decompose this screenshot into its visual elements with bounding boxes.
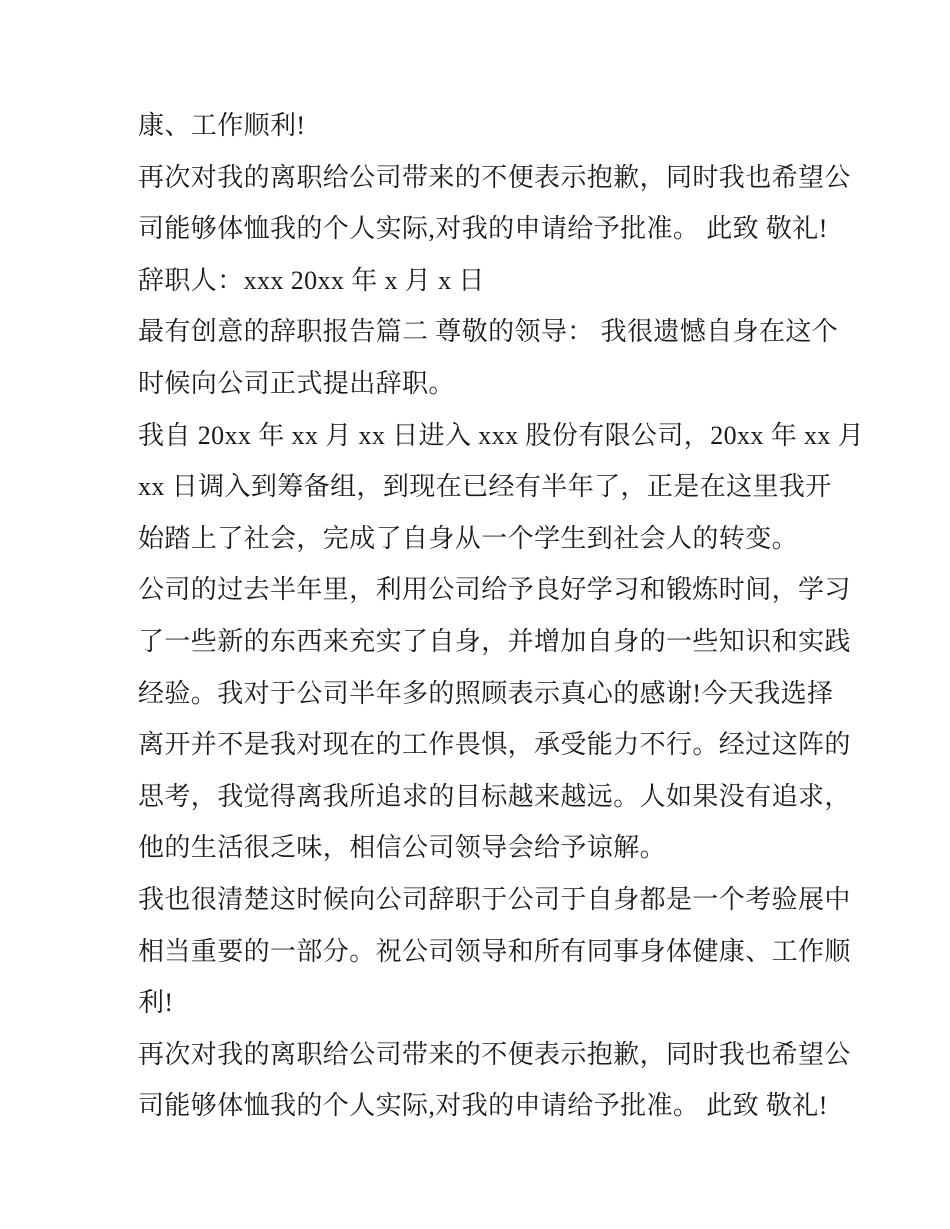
- text-line: 辞职人：xxx 20xx 年 x 月 x 日: [138, 265, 485, 295]
- text-line: 经验。我对于公司半年多的照顾表示真心的感谢!今天我选择: [138, 678, 834, 708]
- text-line: 最有创意的辞职报告篇二 尊敬的领导： 我很遗憾自身在这个: [138, 317, 839, 347]
- text-line: 我自 20xx 年 xx 月 xx 日进入 xxx 股份有限公司，20xx 年 xx 月: [138, 420, 865, 450]
- text-line: 他的生活很乏味，相信公司领导会给予谅解。: [138, 833, 667, 863]
- text-line: 利!: [138, 988, 174, 1018]
- text-line: 司能够体恤我的个人实际,对我的申请给予批准。 此致 敬礼!: [138, 214, 828, 244]
- text-line: 康、工作顺利!: [138, 111, 306, 140]
- document-text: [138, 100, 865, 1132]
- text-line: 司能够体恤我的个人实际,对我的申请给予批准。 此致 敬礼!: [138, 1091, 828, 1121]
- text-line: 我也很清楚这时候向公司辞职于公司于自身都是一个考验展中: [138, 884, 851, 914]
- text-line: 了一些新的东西来充实了自身，并增加自身的一些知识和实践: [138, 626, 851, 656]
- text-line: 时候向公司正式提出辞职。: [138, 368, 455, 398]
- text-line: 始踏上了社会，完成了自身从一个学生到社会人的转变。: [138, 523, 799, 553]
- text-line: 再次对我的离职给公司带来的不便表示抱歉，同时我也希望公: [138, 1039, 851, 1069]
- text-line: xx 日调入到筹备组，到现在已经有半年了，正是在这里我开: [138, 472, 832, 502]
- text-line: 思考，我觉得离我所追求的目标越来越远。人如果没有追求，: [138, 781, 851, 811]
- text-line: 相当重要的一部分。祝公司领导和所有同事身体健康、工作顺: [138, 936, 851, 966]
- text-line: 再次对我的离职给公司带来的不便表示抱歉，同时我也希望公: [138, 162, 851, 192]
- text-line: 离开并不是我对现在的工作畏惧，承受能力不行。经过这阵的: [138, 730, 851, 760]
- text-line: 公司的过去半年里，利用公司给予良好学习和锻炼时间，学习: [138, 575, 851, 605]
